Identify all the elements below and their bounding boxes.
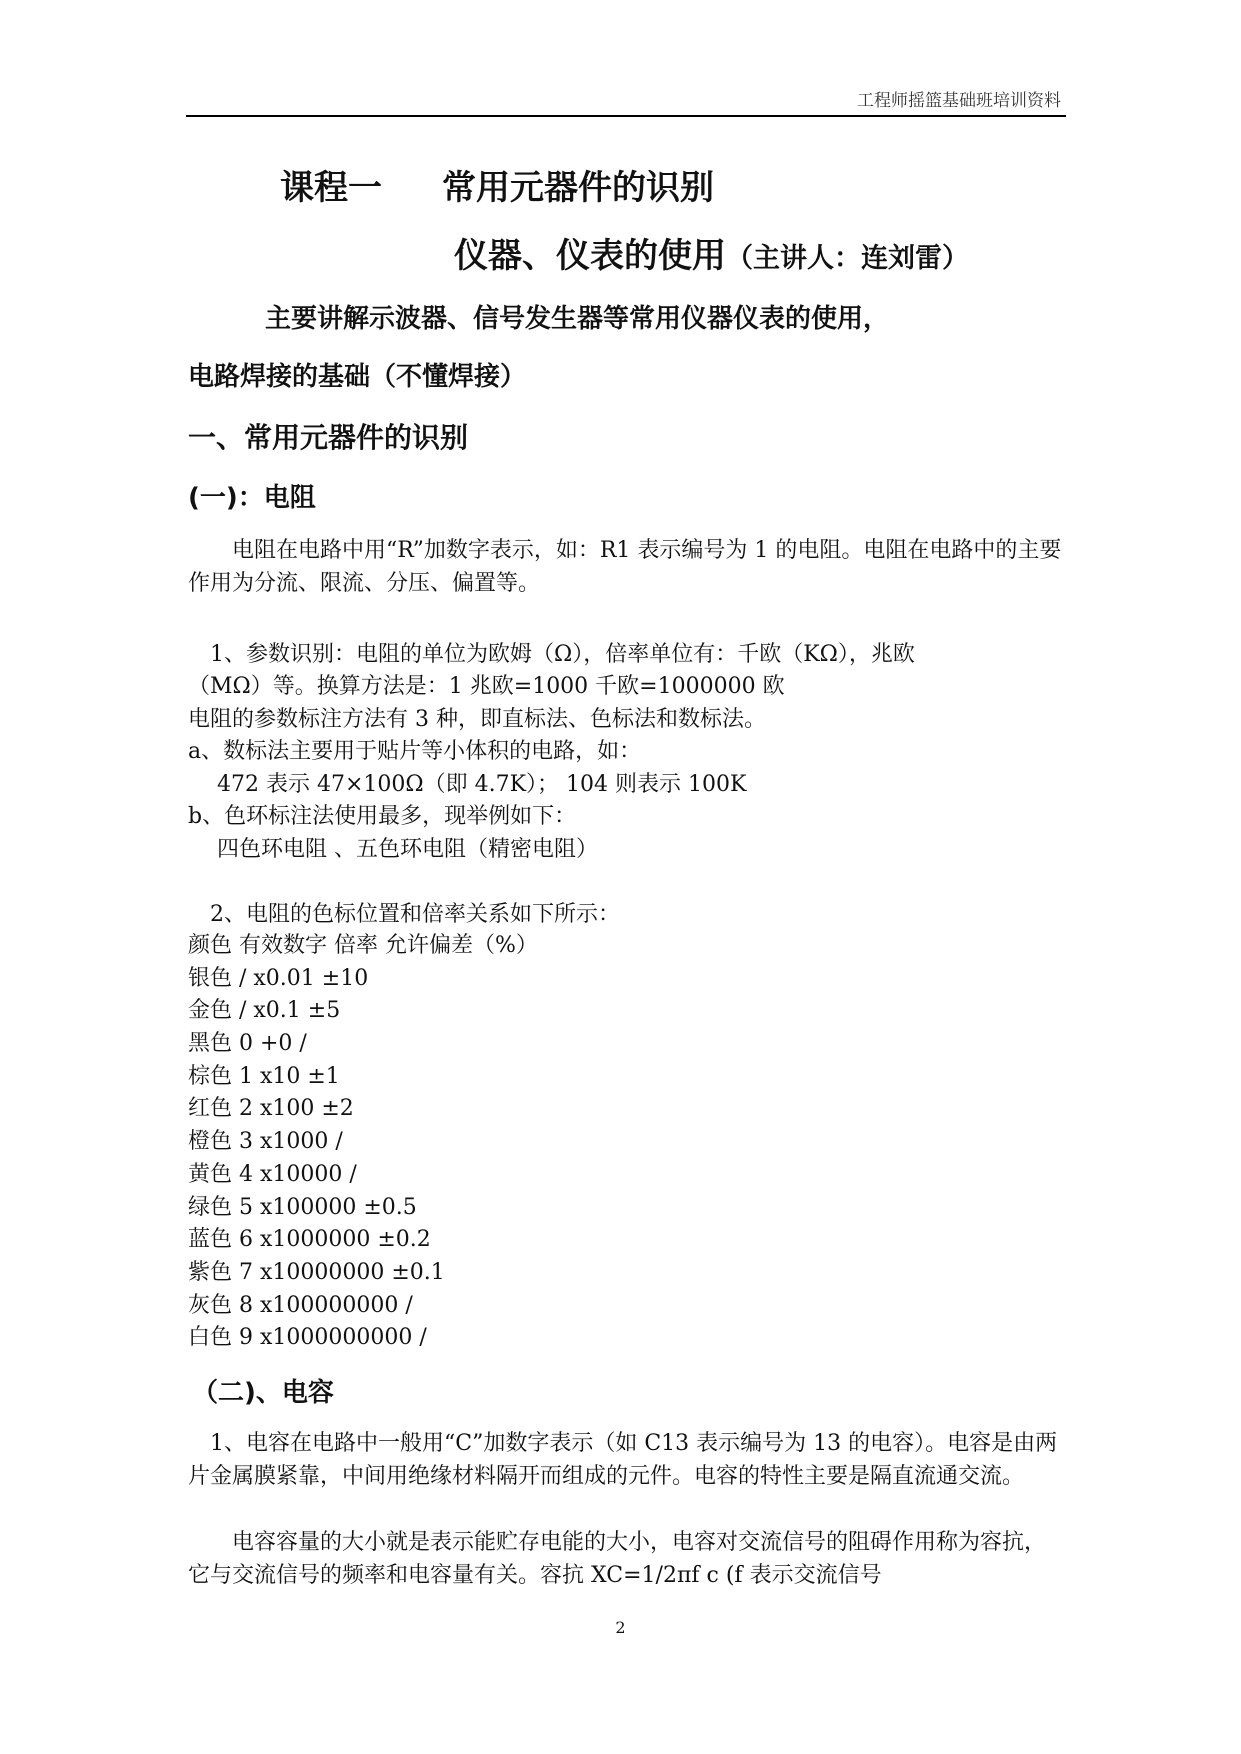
param-line-2: （MΩ）等。换算方法是：1 兆欧=1000 千欧=1000000 欧 <box>188 674 785 699</box>
capacitor-para-2: 电容容量的大小就是表示能贮存电能的大小，电容对交流信号的阻碍作用称为容抗，它与交流信号的频率和电容量有关。容抗 XC=1/2πf c (f 表示交流信号 <box>188 1530 1047 1588</box>
color-row: 灰色 8 x100000000 / <box>188 1292 413 1318</box>
resistor-intro: 电阻在电路中用“R”加数字表示，如：R1 表示编号为 1 的电阻。电阻在电路中的主要作用为分流、限流、分压、偏置等。 <box>188 538 1062 596</box>
header-rule <box>186 115 1066 117</box>
color-row: 蓝色 6 x1000000 ±0.2 <box>188 1227 431 1253</box>
capacitor-para-1: 1、电容在电路中一般用“C”加数字表示（如 C13 表示编号为 13 的电容）。电容是由两片金属膜紧靠，中间用绝缘材料隔开而组成的元件。电容的特性主要是隔直流通交流。 <box>188 1431 1058 1489</box>
color-row: 黄色 4 x10000 / <box>188 1161 357 1187</box>
resistor-heading: (一)：电阻 <box>188 483 316 513</box>
lecturer: （主讲人：连刘雷） <box>726 243 969 274</box>
course-number: 课程一 <box>280 168 382 208</box>
color-row: 棕色 1 x10 ±1 <box>188 1063 340 1089</box>
method-a-example: 472 表示 47×100Ω（即 4.7K）； 104 则表示 100K <box>188 772 747 797</box>
color-table-header: 颜色 有效数字 倍率 允许偏差（%） <box>188 933 538 958</box>
param-line-1: 1、参数识别：电阻的单位为欧姆（Ω），倍率单位有：千欧（KΩ），兆欧 <box>188 642 915 667</box>
method-b-example: 四色环电阻 、五色环电阻（精密电阻） <box>188 837 598 862</box>
section-heading: 一、常用元器件的识别 <box>188 421 469 454</box>
color-intro: 2、电阻的色标位置和倍率关系如下所示： <box>188 902 620 927</box>
header-text: 工程师摇篮基础班培训资料 <box>857 91 1061 111</box>
color-row: 紫色 7 x10000000 ±0.1 <box>188 1259 445 1285</box>
course-summary: 主要讲解示波器、信号发生器等常用仪器仪表的使用， <box>265 304 890 334</box>
capacitor-heading: （二)、电容 <box>192 1378 334 1408</box>
param-line-3: 电阻的参数标注方法有 3 种，即直标法、色标法和数标法。 <box>188 707 766 732</box>
course-title <box>280 160 714 209</box>
color-row: 白色 9 x1000000000 / <box>188 1325 427 1351</box>
course-subtitle <box>454 228 969 277</box>
basis-heading: 电路焊接的基础（不懂焊接） <box>188 362 527 392</box>
color-row: 金色 / x0.1 ±5 <box>188 998 341 1024</box>
page-number: 2 <box>615 1618 626 1637</box>
course-subtitle-main: 仪器、仪表的使用 <box>454 236 726 276</box>
color-row: 银色 / x0.01 ±10 <box>188 965 369 991</box>
color-row: 黑色 0 +0 / <box>188 1031 307 1057</box>
color-row: 红色 2 x100 ±2 <box>188 1096 354 1122</box>
method-a: a、数标法主要用于贴片等小体积的电路，如： <box>188 739 642 764</box>
color-code-table <box>188 930 538 1355</box>
course-name: 常用元器件的识别 <box>442 168 714 208</box>
method-b: b、色环标注法使用最多，现举例如下： <box>188 804 577 829</box>
color-row: 绿色 5 x100000 ±0.5 <box>188 1194 417 1220</box>
color-row: 橙色 3 x1000 / <box>188 1129 343 1155</box>
